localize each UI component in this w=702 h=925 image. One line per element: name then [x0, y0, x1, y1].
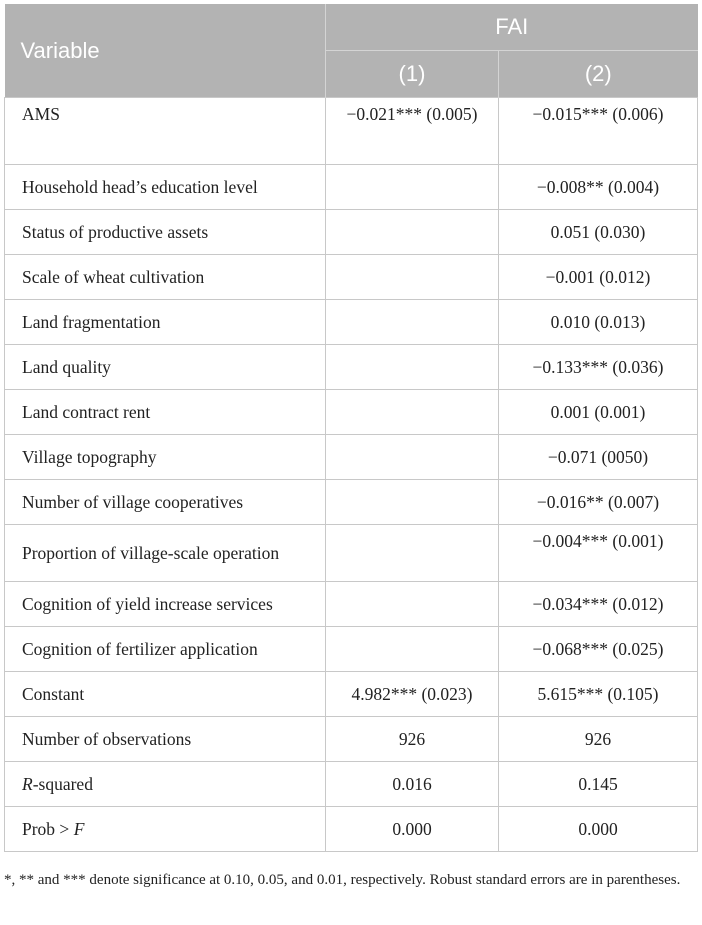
row-model-2-value: 0.001 (0.001) [499, 390, 698, 435]
table-row [5, 480, 698, 525]
row-model-1-value: 0.000 [326, 807, 499, 852]
table-footnote: *, ** and *** denote significance at 0.10, 0.05, and 0.01, respectively. Robust standard errors are in parentheses. [4, 872, 681, 888]
row-model-1-value [326, 300, 499, 345]
table-row [5, 672, 698, 717]
row-label [5, 762, 326, 807]
table-row [5, 807, 698, 852]
row-model-1-value [326, 480, 499, 525]
table-header [5, 4, 698, 98]
table-row [5, 345, 698, 390]
table-row [5, 255, 698, 300]
row-label: Number of village cooperatives [5, 480, 326, 525]
row-model-1-value [326, 390, 499, 435]
row-model-1-value: 0.016 [326, 762, 499, 807]
row-model-1-value: 4.982*** (0.023) [326, 672, 499, 717]
row-label: Proportion of village-scale operation [5, 525, 326, 582]
row-model-2-value: −0.071 (0050) [499, 435, 698, 480]
row-model-1-value [326, 345, 499, 390]
header-fai: FAI [326, 4, 698, 51]
row-model-2-value: −0.004*** (0.001) [499, 525, 698, 582]
row-model-1-value [326, 435, 499, 480]
row-label: Status of productive assets [5, 210, 326, 255]
row-model-1-value [326, 255, 499, 300]
table-row [5, 300, 698, 345]
row-model-2-value: 5.615*** (0.105) [499, 672, 698, 717]
row-label [5, 807, 326, 852]
row-model-2-value: 0.010 (0.013) [499, 300, 698, 345]
row-model-2-value: 926 [499, 717, 698, 762]
row-model-2-value: −0.001 (0.012) [499, 255, 698, 300]
table-body [5, 98, 698, 852]
table-row [5, 762, 698, 807]
row-label: Land quality [5, 345, 326, 390]
row-label-prefix: Prob > [22, 819, 74, 839]
table-row [5, 717, 698, 762]
table-row [5, 390, 698, 435]
row-label: Village topography [5, 435, 326, 480]
table-row [5, 435, 698, 480]
row-label: Land contract rent [5, 390, 326, 435]
row-label-italic: R [22, 774, 33, 794]
header-model-1: (1) [326, 51, 499, 98]
row-model-1-value [326, 525, 499, 582]
table-row [5, 210, 698, 255]
table-row [5, 582, 698, 627]
row-model-1-value: 926 [326, 717, 499, 762]
row-label: Constant [5, 672, 326, 717]
row-label: Land fragmentation [5, 300, 326, 345]
row-label-rest: -squared [32, 774, 93, 794]
row-model-2-value: −0.008** (0.004) [499, 165, 698, 210]
table-row [5, 165, 698, 210]
row-label: Household head’s education level [5, 165, 326, 210]
header-model-2: (2) [499, 51, 698, 98]
row-model-2-value: −0.034*** (0.012) [499, 582, 698, 627]
row-label: Cognition of fertilizer application [5, 627, 326, 672]
row-model-1-value [326, 627, 499, 672]
row-model-1-value [326, 165, 499, 210]
row-model-2-value: 0.145 [499, 762, 698, 807]
row-label-italic: F [73, 819, 85, 839]
row-model-2-value: −0.015*** (0.006) [499, 98, 698, 165]
row-label: Cognition of yield increase services [5, 582, 326, 627]
row-model-2-value: −0.016** (0.007) [499, 480, 698, 525]
row-model-2-value: −0.133*** (0.036) [499, 345, 698, 390]
row-label: Number of observations [5, 717, 326, 762]
table-row [5, 627, 698, 672]
row-model-1-value [326, 582, 499, 627]
header-variable: Variable [5, 4, 326, 98]
regression-table [4, 4, 698, 852]
row-label: Scale of wheat cultivation [5, 255, 326, 300]
row-model-1-value: −0.021*** (0.005) [326, 98, 499, 165]
row-model-1-value [326, 210, 499, 255]
row-model-2-value: 0.051 (0.030) [499, 210, 698, 255]
table-row [5, 525, 698, 582]
row-model-2-value: −0.068*** (0.025) [499, 627, 698, 672]
table-row [5, 98, 698, 165]
row-label: AMS [5, 98, 326, 165]
row-model-2-value: 0.000 [499, 807, 698, 852]
